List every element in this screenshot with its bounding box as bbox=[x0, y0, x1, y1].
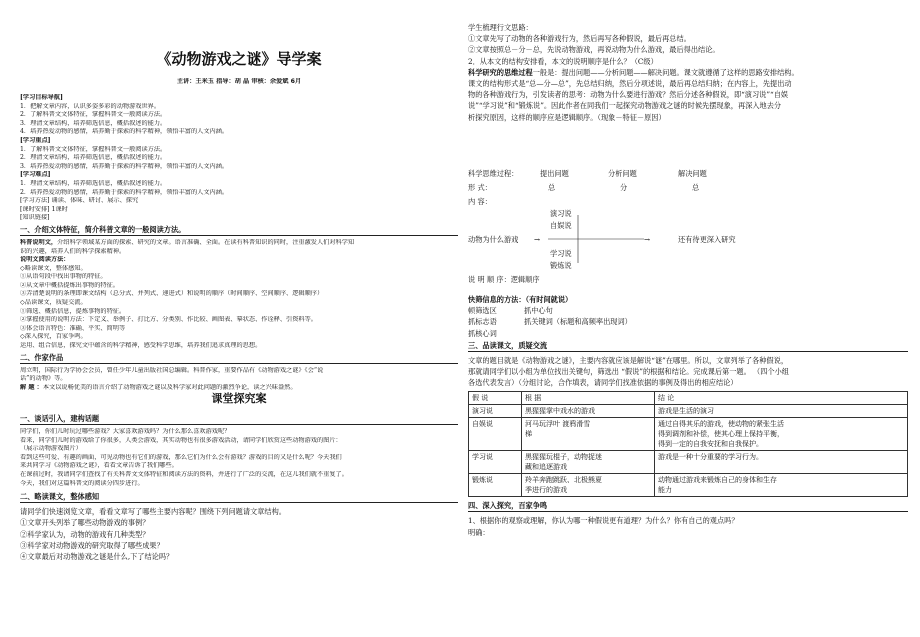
table-cell: 学习说 bbox=[469, 451, 522, 474]
goal-line: 1．把解文章内容，认识多姿多彩的动物游戏世界。 bbox=[20, 102, 161, 110]
question-line: 请同学们快速浏览文章，看看文章写了哪些主要内容呢？围绕下列问题请文章结构。 bbox=[20, 507, 286, 517]
class-section-title: 课堂探究案 bbox=[211, 392, 267, 405]
fast-title: 快筛信息的方法：（有时间就说） bbox=[468, 295, 573, 304]
diagram-cell: 分 bbox=[620, 183, 628, 192]
table-cell: 演习说 bbox=[469, 405, 522, 418]
body-line: 学生梳理行文思路： bbox=[468, 23, 533, 32]
subheading: 说明文阅读方法： bbox=[20, 256, 70, 264]
goal-line: 3．理清文章结构，培养筛选信息，概括叙述的能力。 bbox=[20, 119, 167, 127]
diagram-cell: 分析问题 bbox=[608, 169, 637, 178]
diagram-question: 动物为什么游戏 bbox=[468, 235, 519, 244]
fast-key: 抓核心词 bbox=[468, 328, 497, 338]
diagram-cell: 总 bbox=[548, 183, 556, 192]
diagram-cell: 总 bbox=[692, 183, 700, 192]
key-line: 2．理清文章结构，培养筛选信息，概括叙述的能力。 bbox=[20, 154, 167, 162]
note-label: 解 题 ： bbox=[20, 383, 43, 391]
body-line: 明确： bbox=[468, 527, 490, 537]
fast-value: 抓关键词（标题和高频率出现词） bbox=[524, 317, 632, 327]
question-line: ②科学家认为，动物的游戏有几种类型？ bbox=[20, 529, 150, 539]
body-line: ◇深入探究，百家争鸣。 bbox=[20, 333, 87, 341]
table-header-row bbox=[469, 392, 908, 405]
body-line: ◇略读课文，整体感知。 bbox=[20, 264, 87, 272]
difficulty-line: 2．培养热爱动物的感情，培养勤于探索的科学精神，领悟丰富的人文内涵。 bbox=[20, 188, 229, 196]
section-b-title: 二、略读课文，整体感知 bbox=[20, 492, 458, 503]
structure-diagram bbox=[468, 168, 908, 288]
link-line: [知识链接] bbox=[20, 214, 50, 222]
body-line: （展示动物游戏图片） bbox=[20, 445, 82, 453]
table-header: 结 论 bbox=[655, 392, 908, 405]
difficulty-heading: [学习难点] bbox=[20, 171, 51, 179]
body-line: 物的各种游戏行为，引发读者的思考：动物为什么要进行游戏？然后分述各种假说，即“演习说”“自娱 bbox=[468, 90, 789, 100]
body-line: ①筛选、概括信息，提炼事物的特征。 bbox=[20, 307, 126, 315]
body-line: ◇品读课文，质疑交流。 bbox=[20, 299, 87, 307]
body-line: 介绍科学领域某方面的探索、研究的文章。语言准确、全面。在读有科普知识的同时，注重激发人们对科学知 bbox=[57, 238, 355, 246]
hypothesis-label: 锻炼说 bbox=[550, 261, 572, 270]
body-line: 同学们，你们儿时玩过哪些游戏？大家喜欢游戏吗？为什么那么喜欢游戏呢？ bbox=[20, 428, 231, 435]
right-top-block bbox=[468, 22, 908, 123]
byline: 主讲：王米玉 指导：胡 晶 审核：余爱斌 6月 bbox=[176, 78, 302, 85]
fast-key: 顿筛选区 bbox=[468, 306, 497, 316]
table-row bbox=[469, 418, 908, 451]
hypothesis-table bbox=[468, 391, 908, 497]
question-line: ④文章最后对动物游戏之谜是什么,下了结论吗？ bbox=[20, 551, 174, 561]
body-line: 在课前过时，我请同学们查找了有关科普文文体特征和阅读方法的资料，并进行了广泛的交流，在这儿我们就不重复了。 bbox=[20, 470, 348, 478]
right-bottom-block bbox=[468, 294, 908, 538]
body-line: ①文章先写了动物的各种游戏行为，然后再写各种假说，最后再总结。 bbox=[468, 34, 691, 44]
table-row bbox=[469, 451, 908, 474]
body-line: 来共同学习《动物游戏之谜》，看看文章告诉了我们哪些。 bbox=[20, 462, 178, 470]
body-line: 各选代表发言）（分组讨论，合作填表，请同学们找准依据的事例及得出的相应结论） bbox=[468, 378, 738, 388]
table-header: 根 据 bbox=[522, 392, 655, 405]
diagram-row-label: 形 式： bbox=[468, 183, 492, 192]
difficulty-line: 1．理清文章结构，培养筛选信息，概括叙述的能力。 bbox=[20, 179, 167, 187]
diagram-row-label: 科学思维过程： bbox=[468, 169, 519, 178]
bold-term: 科普说明文， bbox=[20, 238, 58, 246]
section-a-title: 一、谈话引入，建构话题 bbox=[20, 414, 458, 425]
table-header: 假 说 bbox=[469, 392, 522, 405]
table-cell: 黑猩猩玩棍子，动物捉迷 藏和追逐游戏 bbox=[522, 451, 655, 474]
key-line: 1．了解科普文文体特征，掌握科普文一般阅读方法。 bbox=[20, 145, 167, 153]
diagram-cell: 提出问题 bbox=[540, 169, 569, 178]
table-cell: 游戏是生活的演习 bbox=[655, 405, 908, 418]
table-cell: 羚羊奔跑跳跃、北极熊夏 季进行的游戏 bbox=[522, 474, 655, 497]
question-line: ③科学家对动物游戏的研究取得了哪些成果？ bbox=[20, 540, 164, 550]
table-cell: 动物通过游戏来锻炼自己的身体和生存 能力 bbox=[655, 474, 908, 497]
body-line: 那就请同学们以小组为单位找出关键句，筛选出 “假说”的根据和结论。完成课后第一题。 （四个小组 bbox=[468, 367, 789, 377]
body-line: 2．从本文的结构安排看，本文的说明顺序是什么？（C级） bbox=[468, 56, 658, 66]
method-line: [学习方法] 诵读、体味、研讨、展示、探究 bbox=[20, 197, 139, 205]
body-line: ②文章按照总－分－总，先说动物游戏，再说动物为什么游戏，最后得出结论。 bbox=[468, 45, 720, 55]
body-line: ③体会语言特色：准确、平实、简明等 bbox=[20, 324, 126, 332]
class-block bbox=[20, 412, 458, 562]
body-line: 运用、组合信息，探究文中蕴含的科学精神，感受科学思维，培养我们追求真理的思想。 bbox=[20, 342, 262, 350]
guide-block bbox=[20, 94, 458, 392]
goal-line: 2．了解科普文文体特征，掌握科普文一般阅读方法。 bbox=[20, 111, 167, 119]
body-line: 文章的题目就是《动物游戏之谜》，主要内容就应该是解说“谜”在哪里。所以，文章列举了各种假说， bbox=[468, 355, 789, 365]
table-cell: 游戏是一种十分重要的学习行为。 bbox=[655, 451, 908, 474]
hypothesis-label: 自娱说 bbox=[550, 221, 572, 230]
arrow-icon: → bbox=[644, 235, 651, 244]
body-line: 话”的动物》等。 bbox=[20, 375, 67, 383]
diagram-row-label: 内 容： bbox=[468, 197, 492, 206]
table-cell: 河马玩浮叶 渡鸦滑雪 梯 bbox=[522, 418, 655, 451]
section-2-title: 二、作家作品 bbox=[20, 353, 458, 364]
body-line: 析探究原因，这样的顺序应是逻辑顺序。（现象－特征－原因） bbox=[468, 112, 666, 122]
diagram-cell: 解决问题 bbox=[678, 169, 707, 178]
table-cell: 自娱说 bbox=[469, 418, 522, 451]
body-line: 1、根据你的观察或理解，你认为哪一种假说更有道理？为什么？你有自己的观点吗？ bbox=[468, 516, 739, 526]
note-text: 本文以说畅优美的语言介绍了动物游戏之谜以及科学家对此问题的激烈争论，读之兴味盎然。 bbox=[42, 383, 297, 391]
table-cell: 通过自得其乐的游戏，使动物的紧张生活 得到调剂和补偿，使其心理上保持平衡， 得到一定的自我安抚和自我保护。 bbox=[655, 418, 908, 451]
question-line: ①文章开头列举了哪些动物游戏的事例？ bbox=[20, 518, 150, 528]
goals-heading: [学习目标导航] bbox=[20, 94, 63, 101]
key-heading: [学习重点] bbox=[20, 136, 51, 144]
order-line: 说 明 顺 序：逻辑顺序 bbox=[468, 275, 540, 284]
section-3-title: 三、品读课文，质疑交流 bbox=[468, 341, 908, 352]
table-cell: 黑猩猩掌中戏水的游戏 bbox=[522, 405, 655, 418]
section-1-title: 一、介绍文体特征，简介科普文章的一般阅读方法。 bbox=[20, 225, 458, 236]
body-line: ②从文章中概括提炼出事物的特征。 bbox=[20, 281, 119, 289]
table-row bbox=[469, 405, 908, 418]
fast-value: 抓中心句 bbox=[524, 306, 553, 316]
body-line: 周立明，国际行为学协会会员，曾任少年儿童出版社国总编辑。科普作家，重要作品有《动物游戏之谜》《会“说 bbox=[20, 366, 324, 374]
arrow-icon: → bbox=[534, 235, 541, 244]
table-cell: 锻炼说 bbox=[469, 474, 522, 497]
body-line: 一般是：提出问题——分析问题——解决问题。课文就遵循了这样的思路安排结构。 bbox=[532, 67, 799, 77]
body-line: 说”“学习说”和“锻炼说”。因此作者在同我们一起探究动物游戏之谜的时候先摆现象，再深入地去分 bbox=[468, 101, 782, 111]
body-line: 看来，同学们儿时的游戏给了你很多，人类会游戏，其实动物也有很多游戏活动，请同学们欣赏这些动物游戏的图片： bbox=[20, 436, 342, 444]
section-4-title: 四、深入探究，百家争鸣 bbox=[468, 501, 908, 512]
doc-title: 《动物游戏之谜》导学案 bbox=[156, 50, 322, 68]
hours-line: [课时安排] 1课时 bbox=[20, 205, 68, 213]
key-line: 3．培养热爱动物的感情，培养勤于探索的科学精神，领悟丰富的人文内涵。 bbox=[20, 162, 229, 170]
body-line: 识的兴趣，培养人们的科学探索精神。 bbox=[20, 247, 126, 255]
body-line: 看到这些可爱、有趣的画面，可见动物也有它们的游戏，那么它们为什么会有游戏？游戏的目的又是什么呢？今天我们 bbox=[20, 453, 342, 461]
body-line: 课文的结构形式是“总—分—总”，先总结归纳，然后分项述说，最后再总结归纳；在内容上，先提出动 bbox=[468, 79, 792, 89]
fast-key: 抓标志语 bbox=[468, 317, 497, 327]
body-line: ②掌握使用的说明方法：下定义、举例子、打比方、分类别、作比较、画图表、摹状态、作诠释、引资料等。 bbox=[20, 316, 317, 324]
body-line: 今天，我们对这篇科普文的阅读分四步进行。 bbox=[20, 479, 144, 487]
body-line: ③弄清楚说明的条理即课文结构（总分式、并列式、递进式）和说明的顺序（时间顺序、空间顺序、逻辑顺序） bbox=[20, 290, 324, 298]
diagram-lines bbox=[468, 168, 908, 288]
diagram-result: 还有待更深入研究 bbox=[678, 235, 736, 244]
hypothesis-label: 演习说 bbox=[550, 209, 572, 218]
body-line: ①从语句段中找出事物的特征。 bbox=[20, 273, 107, 281]
goal-line: 4．培养热爱动物的感情，培养勤于探索的科学精神，领悟丰富的人文内涵。 bbox=[20, 128, 229, 136]
table-row bbox=[469, 474, 908, 497]
hypothesis-label: 学习说 bbox=[550, 249, 572, 258]
method-term: 科学研究的思维过程 bbox=[468, 67, 533, 77]
